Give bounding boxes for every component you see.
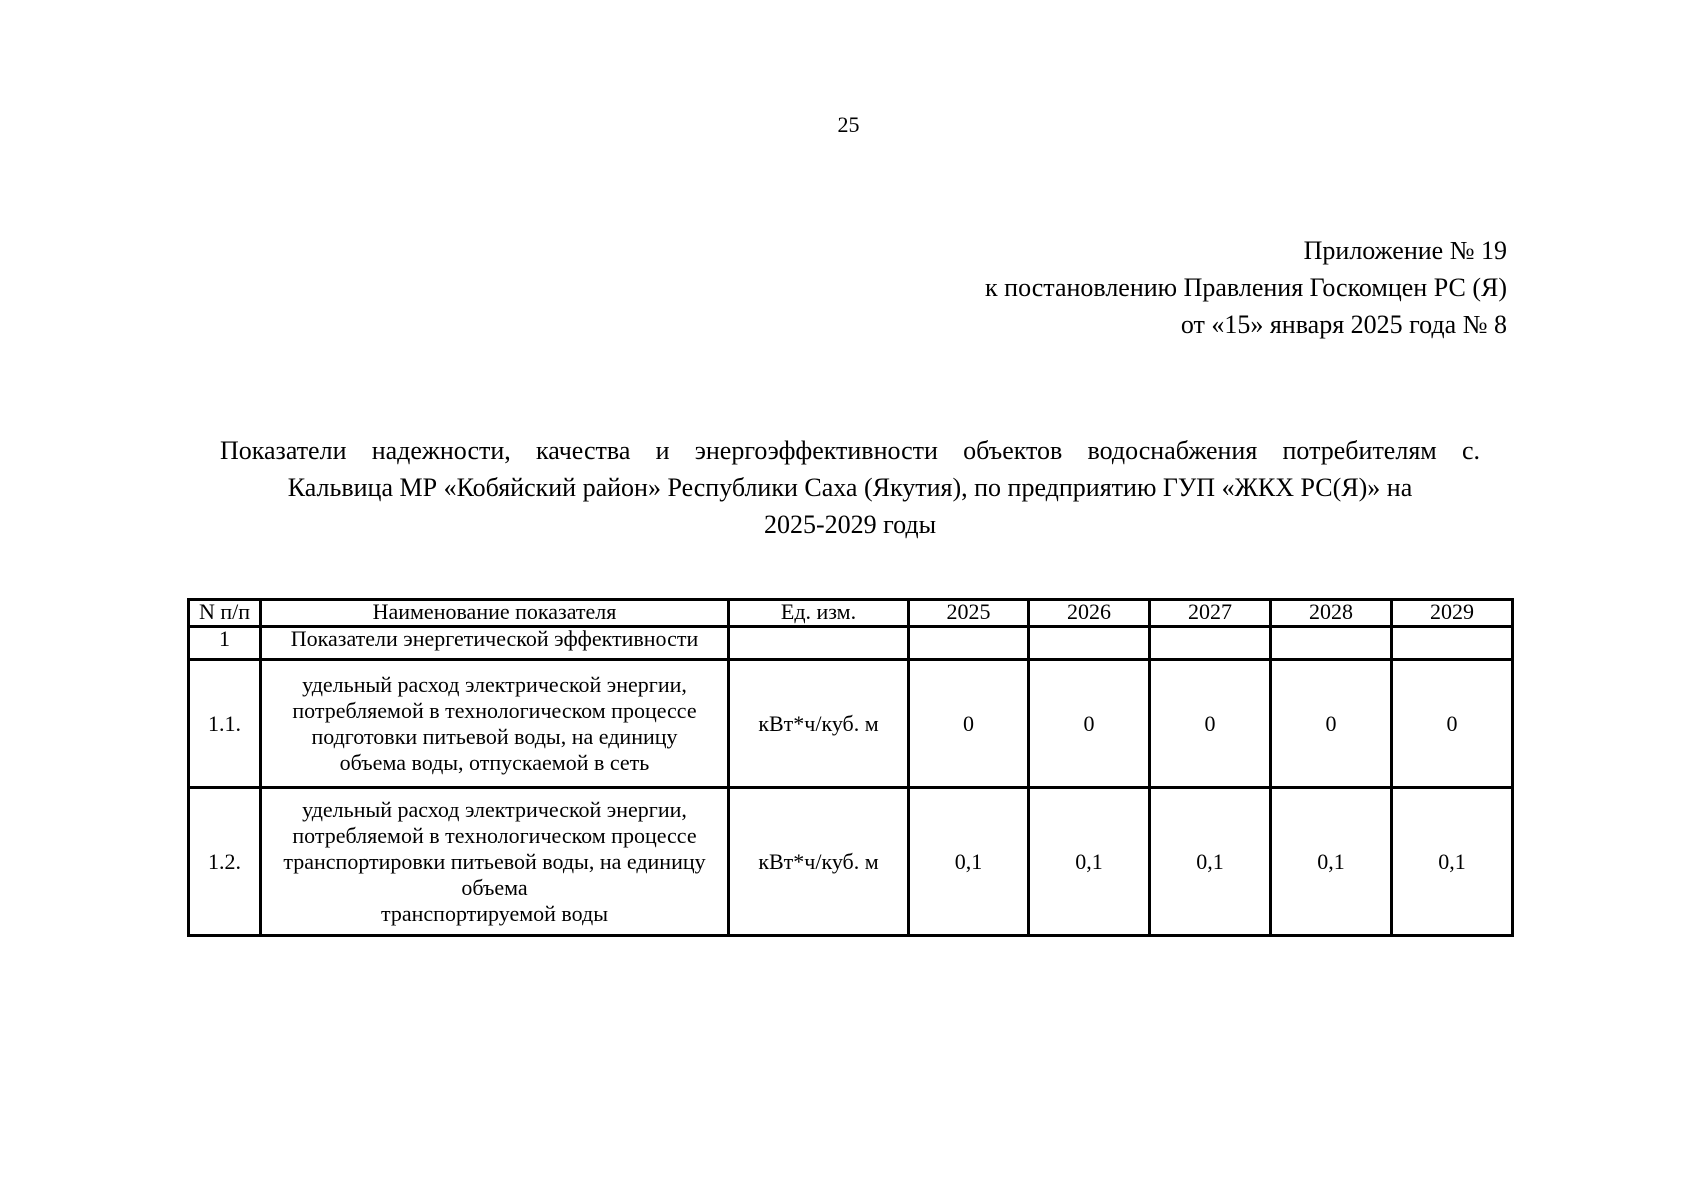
row-name-line: объема воды, отпускаемой в сеть xyxy=(339,749,650,775)
title-line-2: Кальвица МР «Кобяйский район» Республики Саха (Якутия), по предприятию ГУП «ЖКХ РС(Я)» на xyxy=(287,473,1413,502)
row-value-2027: 0 xyxy=(1150,660,1271,788)
row-value-2025: 0,1 xyxy=(909,788,1029,936)
section-empty-cell xyxy=(1392,627,1513,660)
row-value-2025: 0 xyxy=(909,660,1029,788)
row-name-line: потребляемой в технологическом процессе xyxy=(292,697,697,723)
row-name-line: удельный расход электрической энергии, xyxy=(302,671,687,697)
row-name-line: транспортируемой воды xyxy=(380,900,608,926)
header-year-2029: 2029 xyxy=(1392,600,1513,627)
header-year-2027: 2027 xyxy=(1150,600,1271,627)
row-name-line: удельный расход электрической энергии, xyxy=(302,796,687,822)
section-empty-cell xyxy=(1029,627,1150,660)
header-num: N п/п xyxy=(189,600,261,627)
document-title xyxy=(220,432,1480,543)
header-unit: Ед. изм. xyxy=(729,600,909,627)
page-number: 25 xyxy=(837,112,860,137)
header-year-2025: 2025 xyxy=(909,600,1029,627)
section-empty-cell xyxy=(1150,627,1271,660)
appendix-date: от «15» января 2025 года № 8 xyxy=(1180,310,1507,339)
header-name: Наименование показателя xyxy=(261,600,729,627)
row-name xyxy=(261,660,729,788)
section-empty-cell xyxy=(729,627,909,660)
row-name-line: подготовки питьевой воды, на единицу xyxy=(311,723,678,749)
table-section-row xyxy=(189,627,1513,660)
row-value-2026: 0 xyxy=(1029,660,1150,788)
header-year-2026: 2026 xyxy=(1029,600,1150,627)
section-empty-cell xyxy=(909,627,1029,660)
appendix-block xyxy=(985,232,1507,343)
section-name: Показатели энергетической эффективности xyxy=(261,627,729,660)
section-num: 1 xyxy=(189,627,261,660)
row-value-2029: 0,1 xyxy=(1392,788,1513,936)
table-row xyxy=(189,660,1513,788)
header-year-2028: 2028 xyxy=(1271,600,1392,627)
row-value-2027: 0,1 xyxy=(1150,788,1271,936)
title-line-1: Показатели надежности, качества и энергоэффективности объектов водоснабжения потребителям с. xyxy=(220,436,1480,465)
title-line-3: 2025-2029 годы xyxy=(763,510,937,539)
row-name-line: транспортировки питьевой воды, на единицу xyxy=(283,848,706,874)
appendix-resolution: к постановлению Правления Госкомцен РС (Я) xyxy=(985,273,1507,302)
table-header-row xyxy=(189,600,1513,627)
row-name xyxy=(261,788,729,936)
table-row xyxy=(189,788,1513,936)
section-empty-cell xyxy=(1271,627,1392,660)
row-unit: кВт*ч/куб. м xyxy=(729,660,909,788)
row-unit: кВт*ч/куб. м xyxy=(729,788,909,936)
row-name-line: объема xyxy=(461,874,528,900)
row-value-2028: 0,1 xyxy=(1271,788,1392,936)
row-name-line: потребляемой в технологическом процессе xyxy=(292,822,697,848)
row-num: 1.1. xyxy=(189,660,261,788)
row-value-2026: 0,1 xyxy=(1029,788,1150,936)
row-num: 1.2. xyxy=(189,788,261,936)
indicators-table xyxy=(187,598,1514,937)
appendix-number: Приложение № 19 xyxy=(1303,236,1507,265)
row-value-2029: 0 xyxy=(1392,660,1513,788)
row-value-2028: 0 xyxy=(1271,660,1392,788)
